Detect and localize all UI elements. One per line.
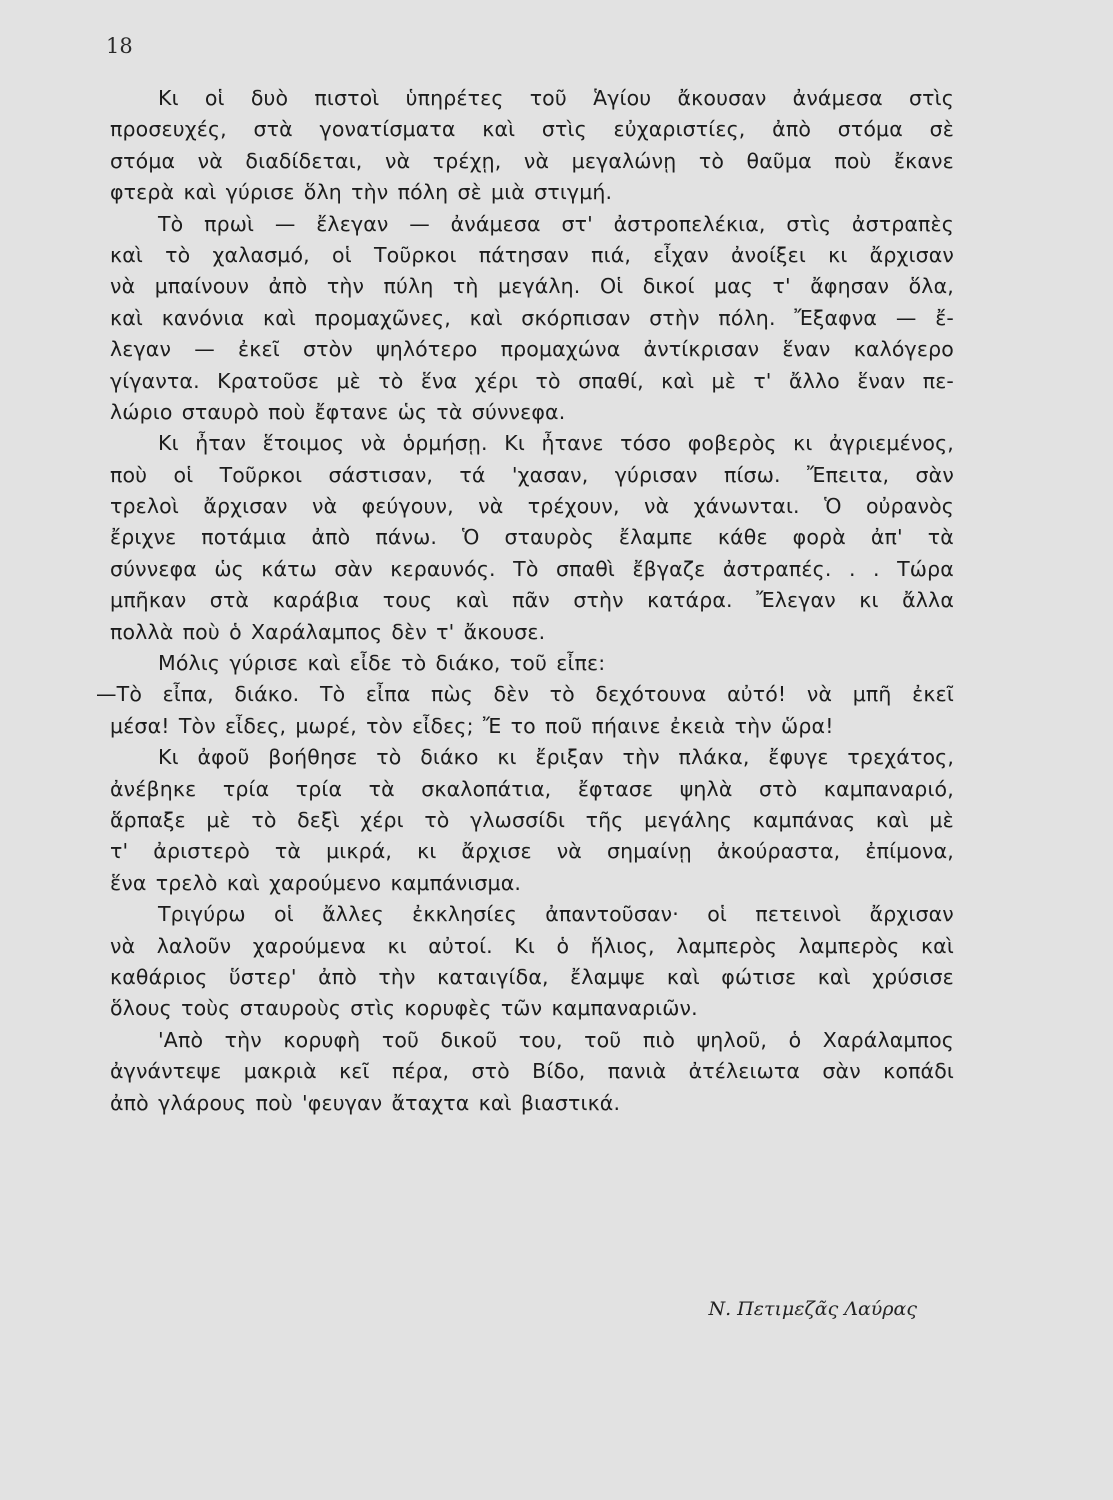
text-line: καθάριος ὕστερ' ἀπὸ τὴν καταιγίδα, ἔλαμψε καὶ φώτισε καὶ χρύσισε xyxy=(110,964,954,989)
text-line: μέσα! Τὸν εἶδες, μωρέ, τὸν εἶδες; Ἔ το ποῦ πήαινε ἐκειὰ τὴν ὥρα! xyxy=(110,713,834,738)
text-line: σύννεφα ὡς κάτω σὰν κεραυνός. Τὸ σπαθὶ ἔβγαζε ἀστραπές. . . Τώρα xyxy=(110,556,954,581)
paragraph xyxy=(110,209,954,429)
text-line: τ' ἀριστερὸ τὰ μικρά, κι ἄρχισε νὰ σημαίνῃ ἀκούραστα, ἐπίμονα, xyxy=(110,839,954,864)
text-line: φτερὰ καὶ γύρισε ὅλη τὴν πόλη σὲ μιὰ στιγμή. xyxy=(110,180,613,205)
text-line: νὰ μπαίνουν ἀπὸ τὴν πύλη τὴ μεγάλη. Οἱ δικοί μας τ' ἄφησαν ὅλα, xyxy=(110,274,954,299)
text-line: τρελοὶ ἄρχισαν νὰ φεύγουν, νὰ τρέχουν, νὰ χάνωνται. Ὁ οὐρανὸς xyxy=(110,494,954,519)
text-line: ἀνέβηκε τρία τρία τὰ σκαλοπάτια, ἔφτασε ψηλὰ στὸ καμπαναριό, xyxy=(110,776,954,801)
text-line: μπῆκαν στὰ καράβια τους καὶ πᾶν στὴν κατάρα. Ἔλεγαν κι ἄλλα xyxy=(110,588,954,613)
paragraph xyxy=(110,742,954,899)
paragraph xyxy=(110,648,954,679)
text-line: νὰ λαλοῦν χαρούμενα κι αὐτοί. Κι ὁ ἥλιος, λαμπερὸς λαμπερὸς καὶ xyxy=(110,933,954,958)
text-line: ἀγνάντεψε μακριὰ κεῖ πέρα, στὸ Βίδο, πανιὰ ἀτέλειωτα σὰν κοπάδι xyxy=(110,1059,954,1084)
text-line: Μόλις γύρισε καὶ εἶδε τὸ διάκο, τοῦ εἶπε: xyxy=(158,651,606,676)
text-line: γίγαντα. Κρατοῦσε μὲ τὸ ἕνα χέρι τὸ σπαθί, καὶ μὲ τ' ἄλλο ἕναν πε- xyxy=(110,368,954,393)
page-number: 18 xyxy=(106,34,133,58)
text-line: λεγαν — ἐκεῖ στὸν ψηλότερο προμαχώνα ἀντίκρισαν ἕναν καλόγερο xyxy=(110,337,954,362)
text-line: λώριο σταυρὸ ποὺ ἔφτανε ὡς τὰ σύννεφα. xyxy=(110,399,566,424)
paragraph xyxy=(110,1025,954,1119)
text-line: ποὺ οἱ Τοῦρκοι σάστισαν, τά 'χασαν, γύρισαν πίσω. Ἔπειτα, σὰν xyxy=(110,462,954,487)
paragraph xyxy=(110,83,954,209)
text-line: Κι οἱ δυὸ πιστοὶ ὑπηρέτες τοῦ Ἁγίου ἄκουσαν ἀνάμεσα στὶς xyxy=(158,86,954,110)
body-text xyxy=(96,83,954,1119)
text-line: —Τὸ εἶπα, διάκο. Τὸ εἶπα πὼς δὲν τὸ δεχότουνα αὐτό! νὰ μπῆ ἐκεῖ xyxy=(96,682,954,707)
paragraph xyxy=(110,899,954,1025)
text-line: ὅλους τοὺς σταυροὺς στὶς κορυφὲς τῶν καμπαναριῶν. xyxy=(110,996,698,1021)
text-line: Κι ἀφοῦ βοήθησε τὸ διάκο κι ἔριξαν τὴν πλάκα, ἔφυγε τρεχάτος, xyxy=(158,745,954,770)
text-line: ἔριχνε ποτάμια ἀπὸ πάνω. Ὁ σταυρὸς ἔλαμπε κάθε φορὰ ἀπ' τὰ xyxy=(110,525,954,550)
text-line: καὶ κανόνια καὶ προμαχῶνες, καὶ σκόρπισαν στὴν πόλη. Ἔξαφνα — ἔ- xyxy=(110,305,954,330)
text-line: προσευχές, στὰ γονατίσματα καὶ στὶς εὐχαριστίες, ἀπὸ στόμα σὲ xyxy=(110,117,954,142)
paragraph xyxy=(110,428,954,648)
author-signature: Ν. Πετιμεζᾶς Λαύρας xyxy=(708,1298,917,1320)
text-line: 'Απὸ τὴν κορυφὴ τοῦ δικοῦ του, τοῦ πιὸ ψηλοῦ, ὁ Χαράλαμπος xyxy=(158,1027,954,1052)
text-line: στόμα νὰ διαδίδεται, νὰ τρέχῃ, νὰ μεγαλώνῃ τὸ θαῦμα ποὺ ἔκανε xyxy=(110,148,954,173)
text-line: ἅρπαξε μὲ τὸ δεξὶ χέρι τὸ γλωσσίδι τῆς μεγάλης καμπάνας καὶ μὲ xyxy=(110,807,954,832)
text-line: καὶ τὸ χαλασμό, οἱ Τοῦρκοι πάτησαν πιά, εἶχαν ἀνοίξει κι ἄρχισαν xyxy=(110,242,954,267)
text-line: Τὸ πρωὶ — ἔλεγαν — ἀνάμεσα στ' ἀστροπελέκια, στὶς ἀστραπὲς xyxy=(158,211,954,236)
text-line: Τριγύρω οἱ ἄλλες ἐκκλησίες ἀπαντοῦσαν· οἱ πετεινοὶ ἄρχισαν xyxy=(158,902,954,927)
text-line: Κι ἦταν ἕτοιμος νὰ ὁρμήσῃ. Κι ἦτανε τόσο φοβερὸς κι ἀγριεμένος, xyxy=(158,431,954,456)
text-line: πολλὰ ποὺ ὁ Χαράλαμπος δὲν τ' ἄκουσε. xyxy=(110,619,546,644)
text-line: ἀπὸ γλάρους ποὺ 'φευγαν ἄταχτα καὶ βιαστικά. xyxy=(110,1090,621,1115)
text-line: ἕνα τρελὸ καὶ χαρούμενο καμπάνισμα. xyxy=(110,870,522,895)
paragraph xyxy=(96,679,954,742)
